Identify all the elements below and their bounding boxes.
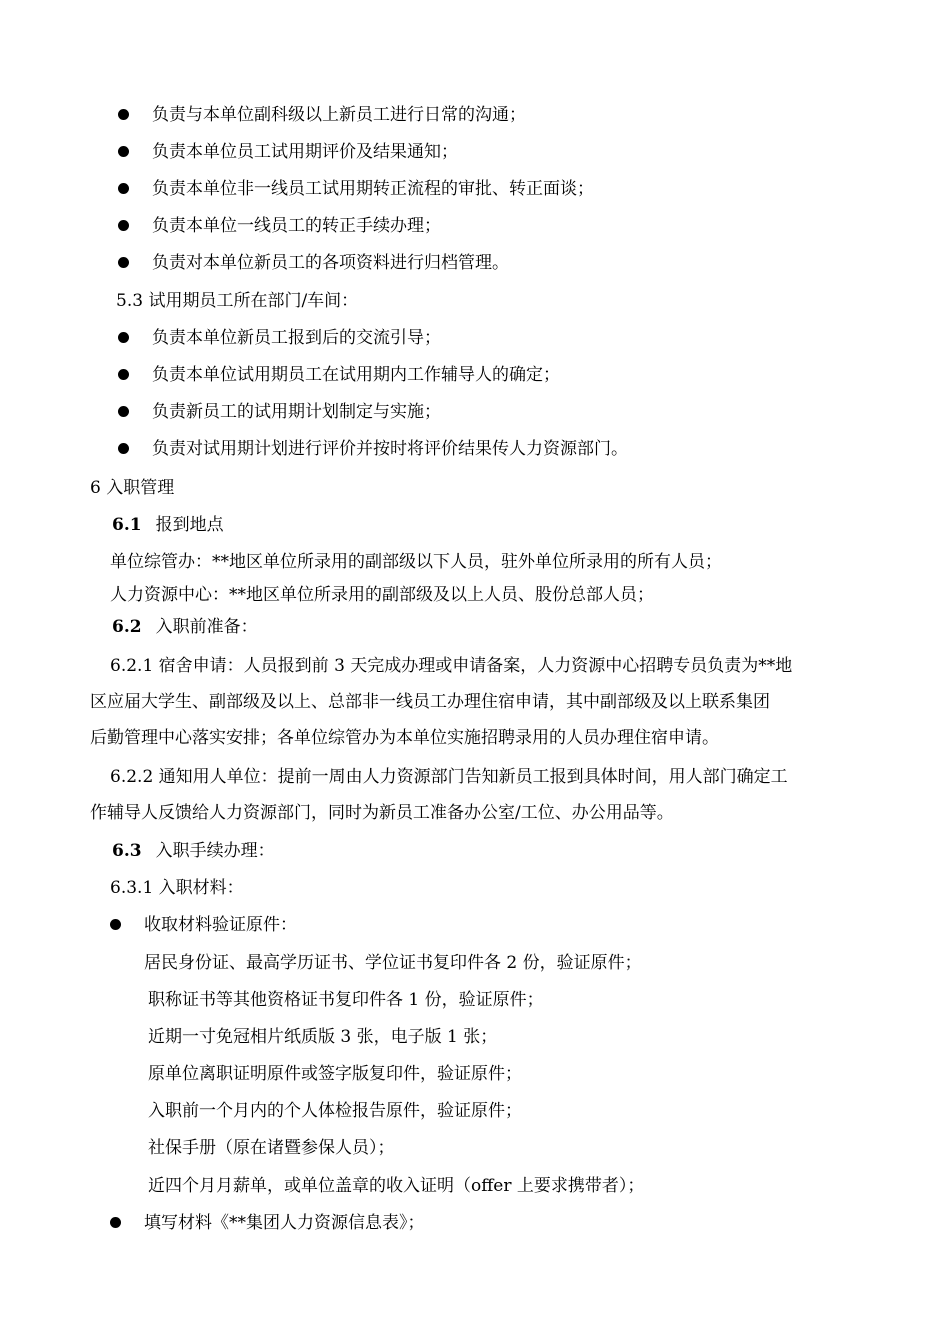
- material-text: 职称证书等其他资格证书复印件各 1 份，验证原件；: [148, 990, 544, 1010]
- bullet-text: 填写材料《**集团人力资源信息表》；: [144, 1213, 425, 1233]
- subsection-heading-wrap: [112, 514, 224, 536]
- bullet-text: 负责本单位一线员工的转正手续办理；: [152, 216, 441, 236]
- paragraph-text: 单位综管办：**地区单位所录用的副部级以下人员，驻外单位所录用的所有人员；: [110, 552, 722, 572]
- subsection-title: 入职手续办理：: [155, 841, 275, 861]
- paragraph-text: 区应届大学生、副部级及以上、总部非一线员工办理住宿申请，其中副部级及以上联系集团: [90, 692, 770, 712]
- bullet-icon: [118, 332, 129, 343]
- bullet-icon: [110, 1217, 121, 1228]
- subsection-number: 6.2: [112, 617, 142, 637]
- bullet-icon: [110, 919, 121, 930]
- bullet-icon: [118, 109, 129, 120]
- subsection-heading-wrap: [112, 616, 258, 638]
- section-text: 5.3 试用期员工所在部门/车间：: [116, 291, 359, 311]
- chapter-heading-text: 6 入职管理: [90, 478, 175, 498]
- subsection-heading-wrap: [112, 840, 275, 862]
- bullet-text: 负责本单位非一线员工试用期转正流程的审批、转正面谈；: [152, 179, 594, 199]
- bullet-text: 负责本单位试用期员工在试用期内工作辅导人的确定；: [152, 365, 560, 385]
- paragraph-text: 6.2.1 宿舍申请：人员报到前 3 天完成办理或申请备案，人力资源中心招聘专员负责为**地: [110, 656, 793, 676]
- bullet-icon: [118, 369, 129, 380]
- subsection-title: 入职前准备：: [155, 617, 258, 637]
- paragraph-text: 6.2.2 通知用人单位：提前一周由人力资源部门告知新员工报到具体时间，用人部门确定工: [110, 767, 788, 787]
- material-text: 近期一寸免冠相片纸质版 3 张，电子版 1 张；: [148, 1027, 498, 1047]
- subsection-number: 6.3: [112, 841, 142, 861]
- bullet-icon: [118, 443, 129, 454]
- bullet-icon: [118, 257, 129, 268]
- paragraph-text: 作辅导人反馈给人力资源部门，同时为新员工准备办公室/工位、办公用品等。: [90, 803, 674, 823]
- bullet-text: 负责本单位新员工报到后的交流引导；: [152, 328, 441, 348]
- paragraph-text: 6.3.1 入职材料：: [110, 878, 244, 898]
- material-text: 入职前一个月内的个人体检报告原件，验证原件；: [148, 1101, 522, 1121]
- bullet-text: 负责本单位员工试用期评价及结果通知；: [152, 142, 458, 162]
- bullet-text: 负责新员工的试用期计划制定与实施；: [152, 402, 441, 422]
- subsection-title: 报到地点: [155, 515, 224, 535]
- paragraph-text: 人力资源中心：**地区单位所录用的副部级及以上人员、股份总部人员；: [110, 585, 654, 605]
- paragraph-text: 后勤管理中心落实安排；各单位综管办为本单位实施招聘录用的人员办理住宿申请。: [90, 728, 719, 748]
- bullet-text: 收取材料验证原件：: [144, 915, 297, 935]
- bullet-text: 负责与本单位副科级以上新员工进行日常的沟通；: [152, 105, 526, 125]
- bullet-icon: [118, 220, 129, 231]
- material-text: 社保手册（原在诸暨参保人员）；: [148, 1138, 395, 1158]
- bullet-icon: [118, 146, 129, 157]
- subsection-number: 6.1: [112, 515, 142, 535]
- bullet-text: 负责对试用期计划进行评价并按时将评价结果传人力资源部门。: [152, 439, 628, 459]
- bullet-text: 负责对本单位新员工的各项资料进行归档管理。: [152, 253, 509, 273]
- bullet-icon: [118, 183, 129, 194]
- bullet-icon: [118, 406, 129, 417]
- material-text: 居民身份证、最高学历证书、学位证书复印件各 2 份，验证原件；: [144, 953, 642, 973]
- material-text: 近四个月月薪单，或单位盖章的收入证明（offer 上要求携带者）；: [148, 1176, 645, 1196]
- material-text: 原单位离职证明原件或签字版复印件，验证原件；: [148, 1064, 522, 1084]
